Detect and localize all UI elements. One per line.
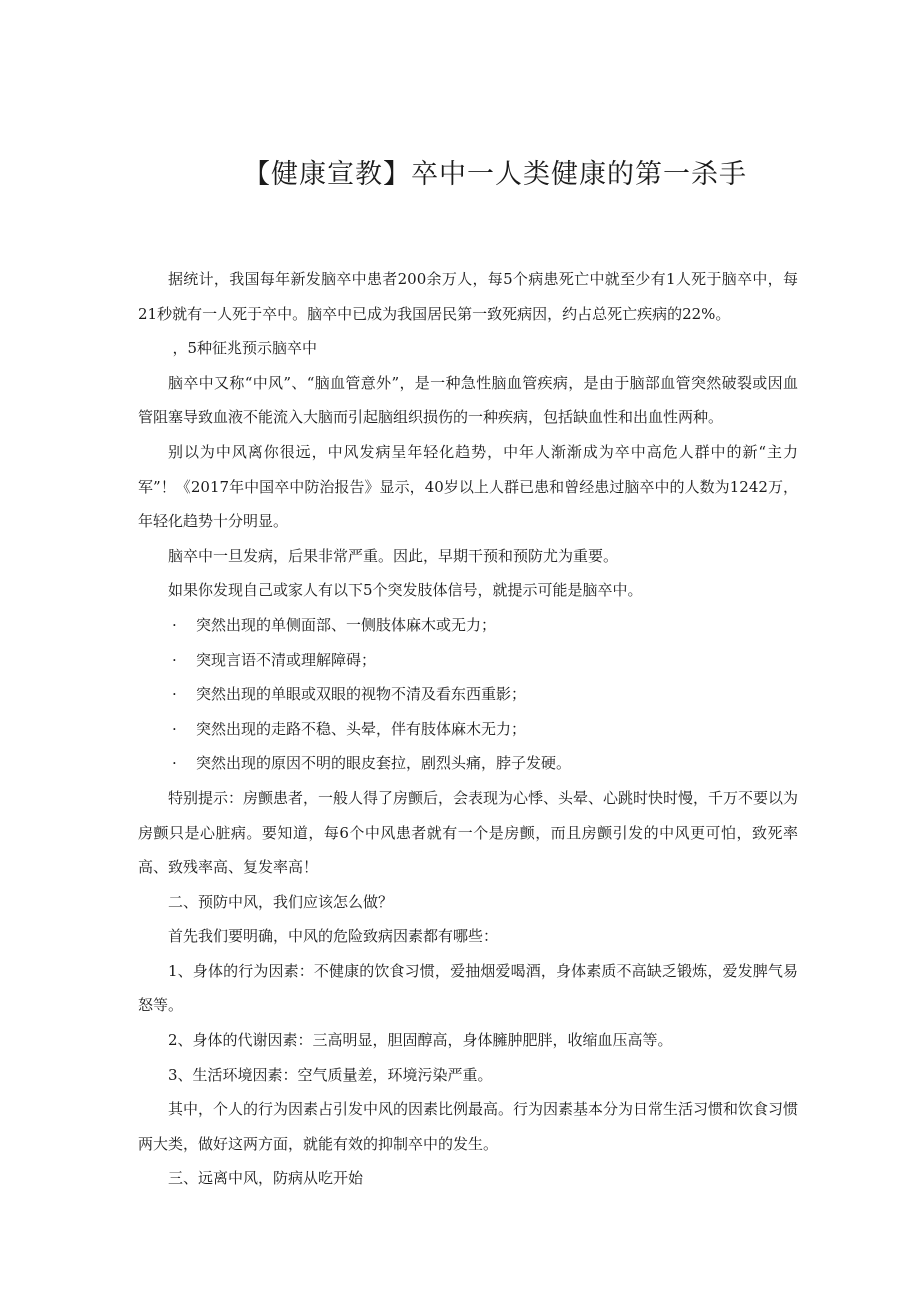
list-item-text: 突现言语不清或理解障碍； [196,650,377,669]
list-item [138,712,798,747]
bullet-marker: · [172,650,177,669]
paragraph-risk-behavior: 1、身体的行为因素：不健康的饮食习惯，爱抽烟爱喝酒，身体素质不高缺乏锻炼，爱发脾气易怒等。 [138,961,798,1015]
paragraph-consequence: 脑卒中一旦发病，后果非常严重。因此，早期干预和预防尤为重要。 [168,546,619,565]
bullet-marker: · [172,685,177,704]
bullet-marker: · [172,719,177,738]
paragraph-definition: 脑卒中又称“中风”、“脑血管意外”，是一种急性脑血管疾病，是由于脑部血管突然破裂或因血管阻塞导致血液不能流入大脑而引起脑组织损伤的一种疾病，包括缺血性和出血性两种。 [138,373,798,427]
list-item [138,677,798,712]
document-title: 【健康宣教】卒中一人类健康的第一杀手 [243,159,747,190]
paragraph-risk-intro: 首先我们要明确，中风的危险致病因素都有哪些： [168,927,499,946]
list-item [138,746,798,781]
paragraph-trend: 别以为中风离你很远，中风发病呈年轻化趋势，中年人渐渐成为卒中高危人群中的新“主力军”！《2017年中国卒中防治报告》显示，40岁以上人群已患和曾经患过脑卒中的人数为1242万，年轻化趋势十分明显。 [138,442,798,531]
signal-list [138,608,798,781]
paragraph-statistics: 据统计，我国每年新发脑卒中患者200余万人，每5个病患死亡中就至少有1人死于脑卒中，每21秒就有一人死于卒中。脑卒中已成为我国居民第一致死病因，约占总死亡疾病的22%。 [138,270,798,323]
paragraph-risk-metabolic: 2、身体的代谢因素：三高明显，胆固醇高，身体臃肿肥胖，收缩血压高等。 [168,1031,673,1050]
section-heading-signs: ，5种征兆预示脑卒中 [172,339,318,358]
list-item-text: 突然出现的原因不明的眼皮套拉，剧烈头痛，脖子发硬。 [196,754,572,773]
list-item-text: 突然出现的走路不稳、头晕，伴有肢体麻木无力； [196,719,527,738]
section-heading-prevention: 二、预防中风，我们应该怎么做？ [168,892,394,911]
paragraph-signals-intro: 如果你发现自己或家人有以下5个突发肢体信号，就提示可能是脑卒中。 [168,581,643,600]
list-item [138,643,798,678]
list-item-text: 突然出现的单侧面部、一侧肢体麻木或无力； [196,615,497,634]
bullet-marker: · [172,615,177,634]
list-item-text: 突然出现的单眼或双眼的视物不清及看东西重影； [196,685,527,704]
paragraph-risk-environment: 3、生活环境因素：空气质量差，环境污染严重。 [168,1065,493,1084]
section-heading-diet: 三、远离中风，防病从吃开始 [168,1169,364,1188]
list-item [138,608,798,643]
document-body [138,262,798,1196]
paragraph-special-note: 特别提示：房颤患者，一般人得了房颤后，会表现为心悸、头晕、心跳时快时慢，千万不要以为房颤只是心脏病。要知道，每6个中风患者就有一个是房颤，而且房颤引发的中风更可怕，致死率高、致残率高、复发率高！ [138,788,799,877]
paragraph-behavior-summary: 其中，个人的行为因素占引发中风的因素比例最高。行为因素基本分为日常生活习惯和饮食习惯两大类，做好这两方面，就能有效的抑制卒中的发生。 [138,1100,799,1153]
bullet-marker: · [172,754,177,773]
